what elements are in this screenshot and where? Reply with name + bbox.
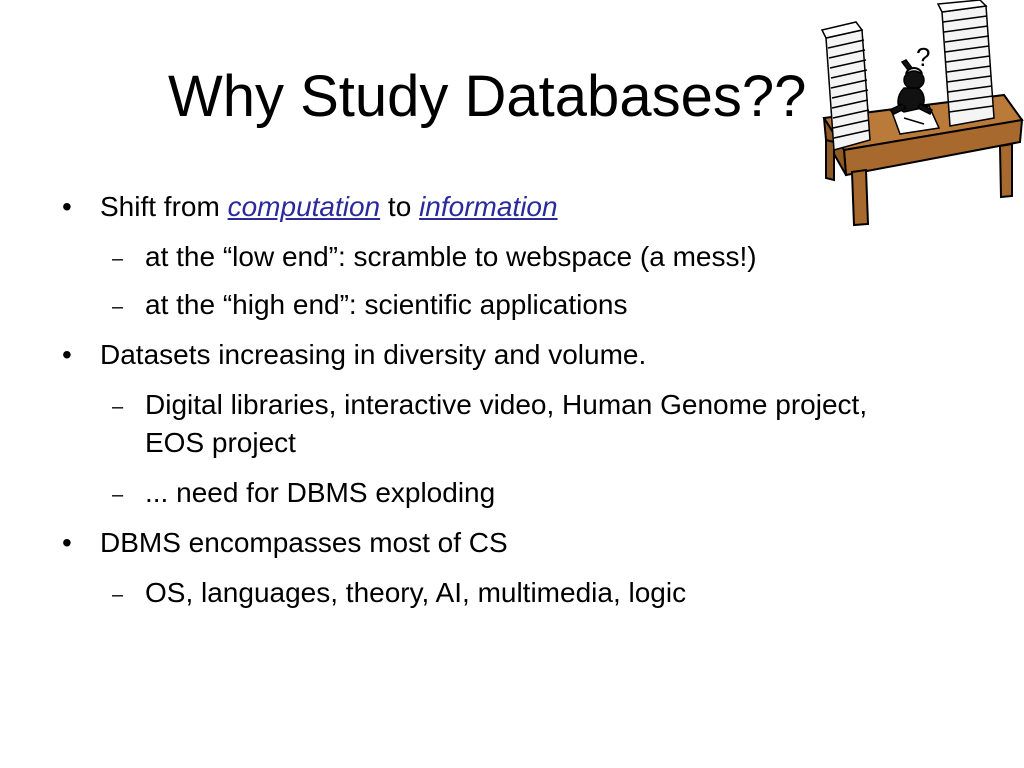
- sub-marker: –: [112, 248, 124, 270]
- bullet-text: [100, 190, 558, 224]
- sub-text: OS, languages, theory, AI, multimedia, logic: [145, 577, 687, 608]
- sub-text: at the “high end”: scientific applications: [145, 289, 628, 320]
- computation-link[interactable]: computation: [227, 191, 381, 222]
- bullet-marker: •: [62, 191, 72, 222]
- bullet-marker: •: [62, 339, 72, 370]
- bullet-text: Datasets increasing in diversity and volume.: [100, 339, 647, 370]
- bullet-text: DBMS encompasses most of CS: [100, 527, 508, 558]
- bullet-marker: •: [62, 527, 72, 558]
- desk-with-paper-stacks-icon: [804, 0, 1024, 230]
- sub-text: at the “low end”: scramble to webspace (a mess!): [145, 241, 757, 272]
- sub-marker: –: [112, 296, 124, 318]
- bullet-middle: to: [380, 191, 420, 222]
- sub-marker: –: [112, 396, 124, 418]
- sub-marker: –: [112, 584, 124, 606]
- sub-text: ... need for DBMS exploding: [145, 477, 496, 508]
- bullet-prefix: Shift from: [100, 191, 228, 222]
- slide-title: Why Study Databases??: [168, 64, 807, 129]
- sub-marker: –: [112, 484, 124, 506]
- question-mark: ?: [916, 42, 931, 72]
- information-link[interactable]: information: [419, 191, 558, 222]
- sub-text: Digital libraries, interactive video, Human Genome project, EOS project: [145, 389, 868, 458]
